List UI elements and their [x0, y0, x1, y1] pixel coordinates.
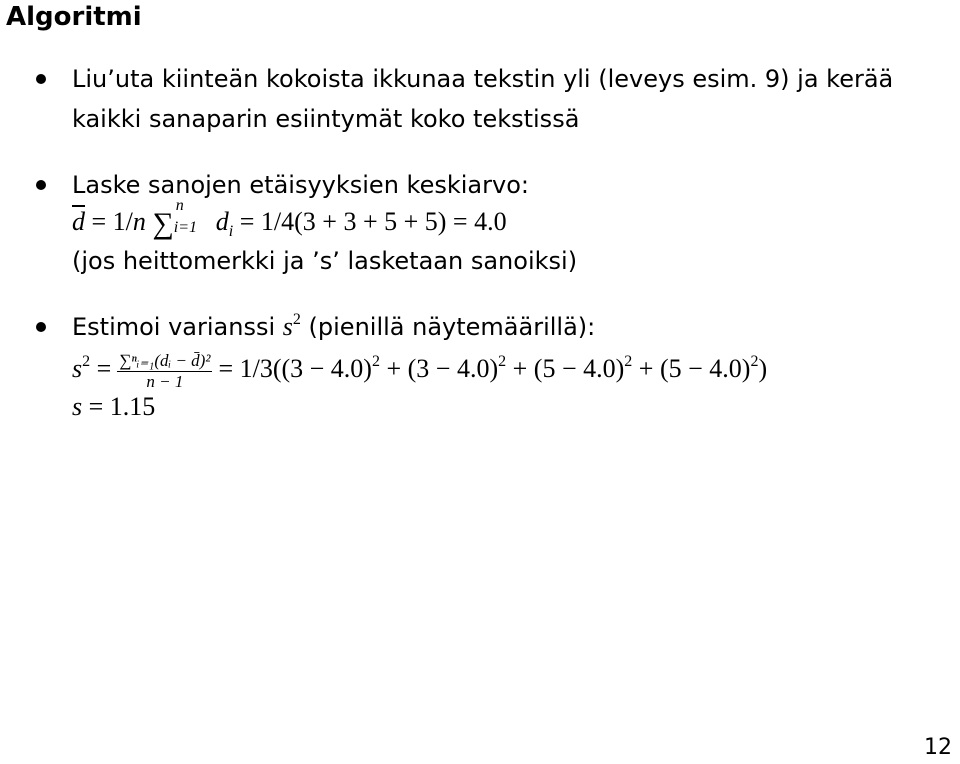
sq-a: 2 [371, 353, 380, 370]
var-s: s [72, 354, 83, 383]
slide-title: Algoritmi [6, 2, 142, 32]
mean-distance-equation [72, 197, 507, 240]
sum-symbol: ∑ [152, 207, 174, 240]
eq-part2: = 1/4(3 + 3 + 5 + 5) = 4.0 [233, 207, 507, 236]
variance-fraction [117, 351, 212, 392]
bullet-dot-3 [36, 322, 46, 332]
std-result [72, 392, 155, 422]
sq-d: 2 [750, 353, 759, 370]
eq-n: n [132, 207, 146, 236]
bullet3-text: Estimoi varianssi [72, 313, 283, 341]
sum-limits [173, 197, 216, 236]
sum-lower: i=1 [173, 219, 198, 236]
bullet2-line1: Laske sanojen etäisyyksien keskiarvo: [72, 171, 529, 199]
bullet1-line1: Liu’uta kiinteän kokoista ikkunaa tekstin yli (leveys esim. 9) ja kerää [72, 65, 894, 93]
var-s-sup: 2 [82, 353, 91, 370]
bullet3-s-sup: 2 [292, 311, 301, 328]
result-value: = 1.15 [82, 392, 156, 421]
d-bar-symbol: $\overline{d}$ [72, 207, 85, 236]
bullet3-line1 [72, 312, 595, 342]
bullet3-rest: (pienillä näytemäärillä): [300, 313, 596, 341]
rhs-c: + (5 − 4.0) [506, 354, 625, 383]
bullet3-s: s [282, 312, 293, 341]
fraction-denominator: n − 1 [146, 371, 184, 391]
variance-equation [72, 344, 767, 394]
sq-b: 2 [498, 353, 507, 370]
bullet1-line2: kaikki sanaparin esiintymät koko tekstissä [72, 105, 580, 133]
bullet-dot-1 [36, 74, 46, 84]
sum-upper: n [175, 197, 184, 214]
rhs-b: + (3 − 4.0) [379, 354, 499, 383]
fraction-numerator: ∑ⁿᵢ₌₁(dᵢ − d̄)² [119, 350, 211, 370]
var-equals: = [90, 354, 112, 383]
eq-part1: = 1/ [85, 207, 133, 236]
page-number: 12 [924, 735, 952, 760]
eq-di-sub: i [228, 223, 234, 240]
result-s: s [72, 392, 83, 421]
rhs-a: = 1/3((3 − 4.0) [218, 354, 372, 383]
bullet2-line3: (jos heittomerkki ja ’s’ lasketaan sanoiksi) [72, 247, 578, 275]
bullet-dot-2 [36, 180, 46, 190]
rhs-d: + (5 − 4.0) [632, 354, 751, 383]
eq-di: d [215, 207, 229, 236]
rhs-end: ) [758, 354, 768, 383]
sq-c: 2 [624, 353, 633, 370]
